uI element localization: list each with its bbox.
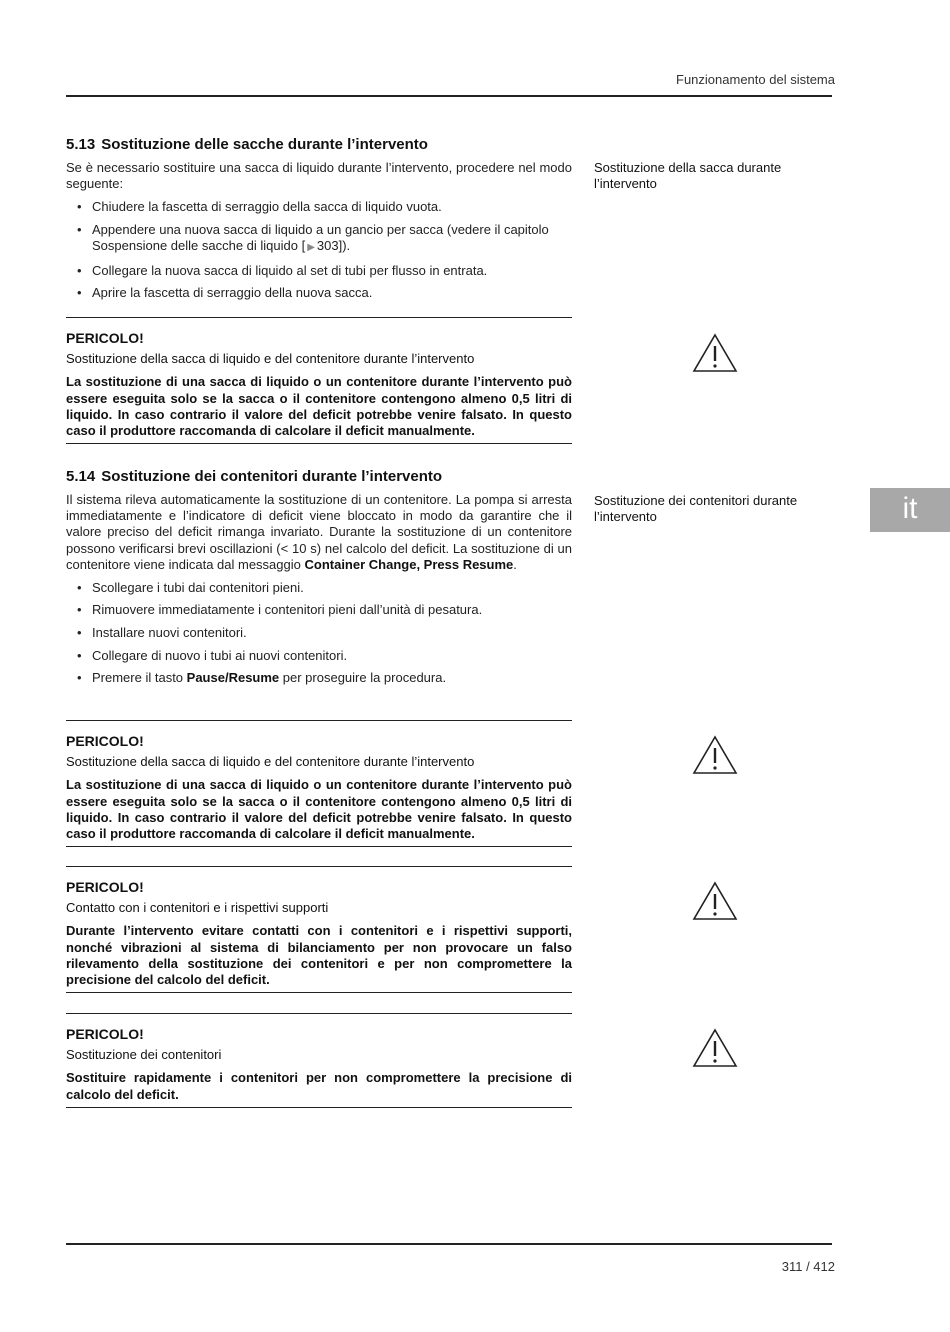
section-number: 5.14 [66,468,96,485]
danger-subtitle: Sostituzione della sacca di liquido e del contenitore durante l’intervento [66,754,475,770]
list-item: • Aprire la fascetta di serraggio della nuova sacca. [77,285,373,301]
danger-title: PERICOLO! [66,330,144,346]
list-item: • Collegare di nuovo i tubi ai nuovi contenitori. [77,647,348,663]
section-5-14-intro: Il sistema rileva automaticamente la sostituzione di un contenitore. La pompa si arresta immediatamente e l’indicatore di deficit viene bloccato in modo da garantire che il valore preciso del deficit rimanga invariato. Durante la sostituzione di un contenitore possono verificarsi brevi oscillazioni (< 10 s) nel calcolo del deficit. La sostituzione di un contenitore viene indicata dal messaggio Container Change, Press Resume. [66,492,572,572]
danger-subtitle: Sostituzione della sacca di liquido e del contenitore durante l’intervento [66,351,475,367]
section-5-14 [66,468,572,687]
list-item: • Appendere una nuova sacca di liquido a un gancio per sacca (vedere il capitolo Sospensione delle sacche di liquido [ ▶ 303]). [77,221,549,253]
message-text: Container Change, Press Resume [304,556,514,572]
list-item: • Premere il tasto Pause/Resume per proseguire la procedura. [77,670,447,686]
warning-triangle-icon [692,881,738,921]
page-number: 311 / 412 [781,1259,835,1274]
warning-triangle-icon [692,1028,738,1068]
danger-subtitle: Contatto con i contenitori e i rispettivi supporti [66,900,329,916]
section-5-13 [66,136,572,301]
ref-arrow-icon: ▶ [307,241,315,253]
section-5-13-intro: Se è necessario sostituire una sacca di liquido durante l’intervento, procedere nel modo seguente: [66,160,572,192]
section-number: 5.13 [66,136,96,153]
danger-title: PERICOLO! [66,879,144,895]
header-rule [66,95,832,97]
margin-note-5-13: Sostituzione della sacca durante l’intervento [594,160,782,192]
danger-text: La sostituzione di una sacca di liquido o un contenitore durante l’intervento può essere eseguita solo se la sacca o il contenitore contengono almeno 0,5 litri di liquido. In caso contrario il valore del deficit potrebbe venire falsato. In questo caso il produttore raccomanda di calcolare il deficit manualmente. [66,777,572,842]
danger-box [66,317,572,444]
footer-rule [66,1243,832,1245]
danger-title: PERICOLO! [66,1026,144,1042]
section-5-13-heading [66,136,572,154]
danger-box [66,720,572,847]
danger-text: Sostituire rapidamente i contenitori per non compromettere la precisione di calcolo del deficit. [66,1070,572,1102]
section-5-14-steps [66,580,572,687]
language-tab: it [870,488,950,532]
running-header: Funzionamento del sistema [676,72,835,87]
list-item: • Rimuovere immediatamente i contenitori pieni dall’unità di pesatura. [77,602,483,618]
section-title: Sostituzione delle sacche durante l’intervento [101,136,428,153]
page-reference-link[interactable]: 303 [316,237,339,253]
danger-box [66,866,572,993]
warning-triangle-icon [692,735,738,775]
danger-text: La sostituzione di una sacca di liquido o un contenitore durante l’intervento può essere eseguita solo se la sacca o il contenitore contengono almeno 0,5 litri di liquido. In caso contrario il valore del deficit potrebbe venire falsato. In questo caso il produttore raccomanda di calcolare il deficit manualmente. [66,374,572,439]
key-label: Pause/Resume [186,670,280,686]
danger-subtitle: Sostituzione dei contenitori [66,1047,222,1063]
section-5-14-heading [66,468,572,486]
section-5-13-steps [66,199,572,302]
danger-box [66,1013,572,1108]
margin-note-5-14: Sostituzione dei contenitori durante l’intervento [594,493,798,525]
section-title: Sostituzione dei contenitori durante l’intervento [101,468,443,485]
danger-text: Durante l’intervento evitare contatti con i contenitori e i rispettivi supporti, nonché vibrazioni al sistema di bilanciamento per non provocare un falso rilevamento della sostituzione dei contenitori e per non compromettere la precisione del calcolo del deficit. [66,923,572,988]
list-item: • Installare nuovi contenitori. [77,624,247,640]
warning-triangle-icon [692,333,738,373]
list-item: • Scollegare i tubi dai contenitori pieni. [77,579,304,595]
list-item: • Collegare la nuova sacca di liquido al set di tubi per flusso in entrata. [77,262,488,278]
danger-title: PERICOLO! [66,733,144,749]
list-item: • Chiudere la fascetta di serraggio della sacca di liquido vuota. [77,198,442,214]
